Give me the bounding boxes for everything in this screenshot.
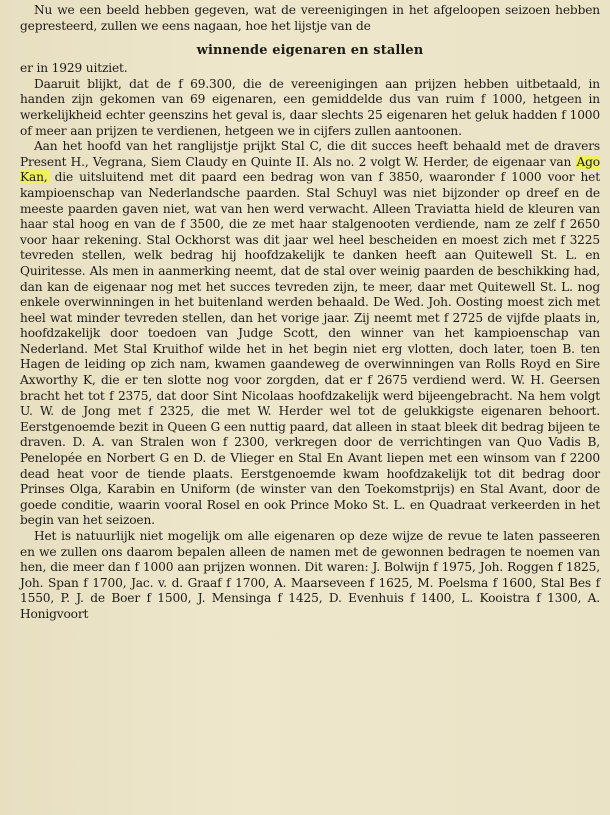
paragraph-payouts: Daaruit blijkt, dat de f 69.300, die de vereenigingen aan prijzen hebben uitbetaald, in handen zijn gekomen van 69 eigenaren, een gemiddelde dus van ruim f 1000, hetgeen in werkelijkheid echter geenszins het geval is, daar slechts 25 eigenaren het geluk hadden f 1000 of meer aan prijzen te verdienen, hetgeen we in cijfers zullen aantoonen.: [20, 76, 600, 138]
highlighted-horse-name: Ago Kan,: [20, 154, 600, 185]
ranking-text-start: Aan het hoofd van het ranglijstje prijkt Stal C, die dit succes heeft behaald met de dravers Present H., Vegrana, Siem Claudy en Quinte II. Als no. 2 volgt W. Herder, de eigenaar van: [20, 139, 600, 169]
paragraph-ranking: [20, 139, 600, 529]
section-heading: winnende eigenaren en stallen: [196, 43, 424, 59]
ranking-text-rest: die uitsluitend met dit paard een bedrag won van f 3850, waaronder f 1000 voor het kampioenschap van Nederlandsche paarden. Stal Schuyl was niet bijzonder op dreef en de meeste paarden gaven niet, wat van hen werd verwacht. Alleen Traviatta hield de kleuren van haar stal hoog en van de f 3500, die ze met haar stalgenooten verdiende, nam ze zelf f 2650 voor haar rekening. Stal Ockhorst was dit jaar wel heel bescheiden en moest zich met f 3225 tevreden stellen, welk bedrag hij hoofdzakelijk te danken heeft aan Quitewell St. L. en Quiritesse. Als men in aanmerking neemt, dat de stal over weinig paarden de beschikking had, dan kan de eigenaar nog met het succes tevreden zijn, te meer, daar met Quitewell St. L. nog enkele overwinningen in het buitenland werden behaald. De Wed. Joh. Oosting moest zich met heel wat minder tevreden stellen, dan het vorige jaar. Zij neemt met f 2725 de vijfde plaats in, hoofdzakelijk door toedoen van Judge Scott, den winner van het kampioenschap van Nederland. Met Stal Kruithof wilde het in het begin niet erg vlotten, doch later, toen B. ten Hagen de leiding op zich nam, kwamen gaandeweg de overwinningen van Rolls Royd en Sire Axworthy K, die er ten slotte nog voor zorgden, dat er f 2675 verdiend werd. W. H. Geersen bracht het tot f 2375, dat door Sint Nicolaas hoofdzakelijk werd bijeengebracht. Na hem volgt U. W. de Jong met f 2325, die met W. Herder wel tot de gelukkigste eigenaren behoort. Eerstgenoemde bezit in Queen G een nuttig paard, dat alleen in staat bleek dit bedrag bijeen te draven. D. A. van Stralen won f 2300, verkregen door de verrichtingen van Quo Vadis B, Penelopée en Norbert G en D. de Vlieger en Stal En Avant liepen met een winsom van f 2200 dead heat voor de tiende plaats. Eerstgenoemde kwam hoofdzakelijk tot dit bedrag door Prinses Olga, Karabin en Uniform (de winster van den Toekomstprijs) en Stal Avant, door de goede conditie, waarin vooral Rosel en ook Prince Moko St. L. en Quadraat verkeerden in het begin van het seizoen.: [20, 170, 600, 528]
paragraph-owner-list: Het is natuurlijk niet mogelijk om alle eigenaren op deze wijze de revue te laten passeeren en we zullen ons daarom bepalen alleen de namen met de gewonnen bedragen te noemen van hen, die meer dan f 1000 aan prijzen wonnen. Dit waren: J. Bolwijn f 1975, Joh. Roggen f 1825, Joh. Span f 1700, Jac. v. d. Graaf f 1700, A. Maarseveen f 1625, M. Poelsma f 1600, Stal Bes f 1550, P. J. de Boer f 1500, J. Mensinga f 1425, D. Evenhuis f 1400, L. Kooistra f 1300, A. Honigvoort: [20, 529, 600, 621]
intro-paragraph: Nu we een beeld hebben gegeven, wat de vereenigingen in het afgeloopen seizoen hebben gepresteerd, zullen we eens nagaan, hoe het lijstje van de: [20, 3, 600, 33]
after-heading-line: er in 1929 uitziet.: [20, 61, 128, 76]
